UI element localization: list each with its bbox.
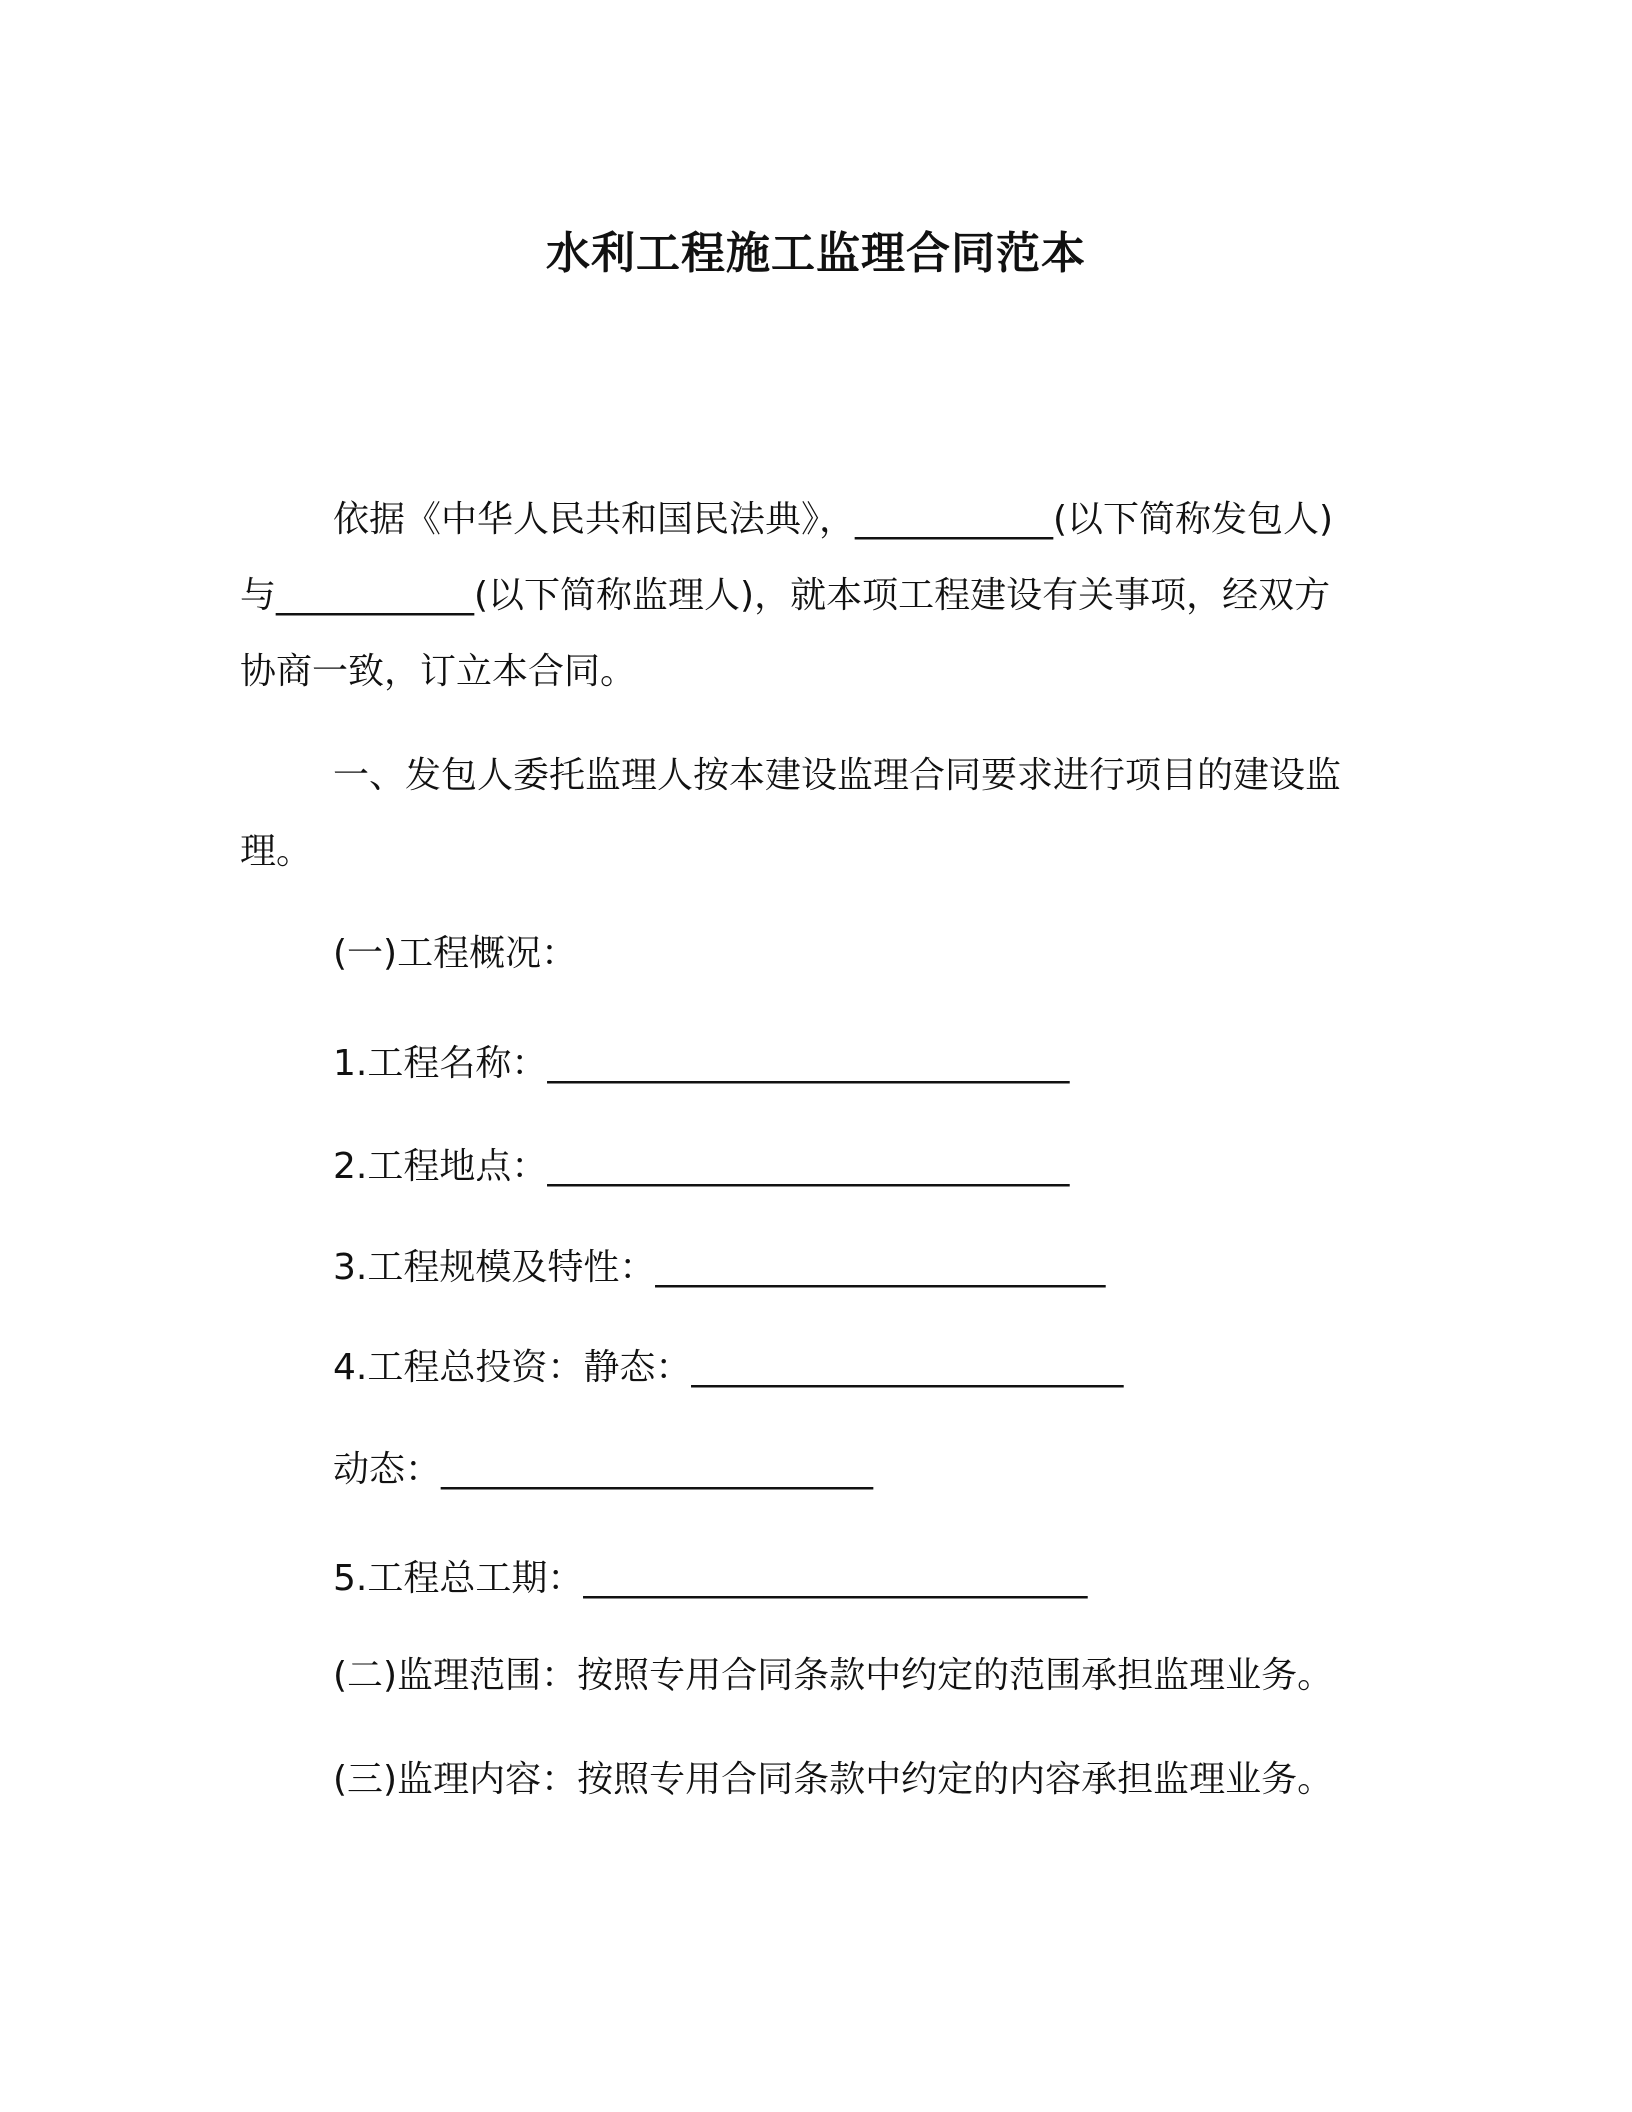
item-total-investment-dynamic: 动态：________________________ [333, 1449, 874, 1490]
section-one-line-2: 理。 [240, 831, 313, 872]
intro-line-1: 依据《中华人民共和国民法典》，___________(以下简称发包人) [333, 499, 1334, 540]
item-project-location: 2.工程地点：_____________________________ [333, 1146, 1070, 1187]
section-one-line-1: 一、发包人委托监理人按本建设监理合同要求进行项目的建设监 [333, 755, 1342, 796]
intro-line-2: 与___________(以下简称监理人)，就本项工程建设有关事项，经双方 [240, 575, 1331, 616]
item-total-investment-static: 4.工程总投资：静态：________________________ [333, 1347, 1124, 1388]
intro-line-3: 协商一致，订立本合同。 [240, 651, 637, 692]
item-total-duration: 5.工程总工期：____________________________ [333, 1558, 1088, 1599]
project-overview-heading: (一)工程概况： [333, 933, 578, 974]
supervision-content: (三)监理内容：按照专用合同条款中约定的内容承担监理业务。 [333, 1759, 1334, 1800]
document-title: 水利工程施工监理合同范本 [546, 228, 1086, 279]
item-project-scale: 3.工程规模及特性：_________________________ [333, 1247, 1106, 1288]
supervision-scope: (二)监理范围：按照专用合同条款中约定的范围承担监理业务。 [333, 1655, 1334, 1696]
item-project-name: 1.工程名称：_____________________________ [333, 1043, 1070, 1084]
